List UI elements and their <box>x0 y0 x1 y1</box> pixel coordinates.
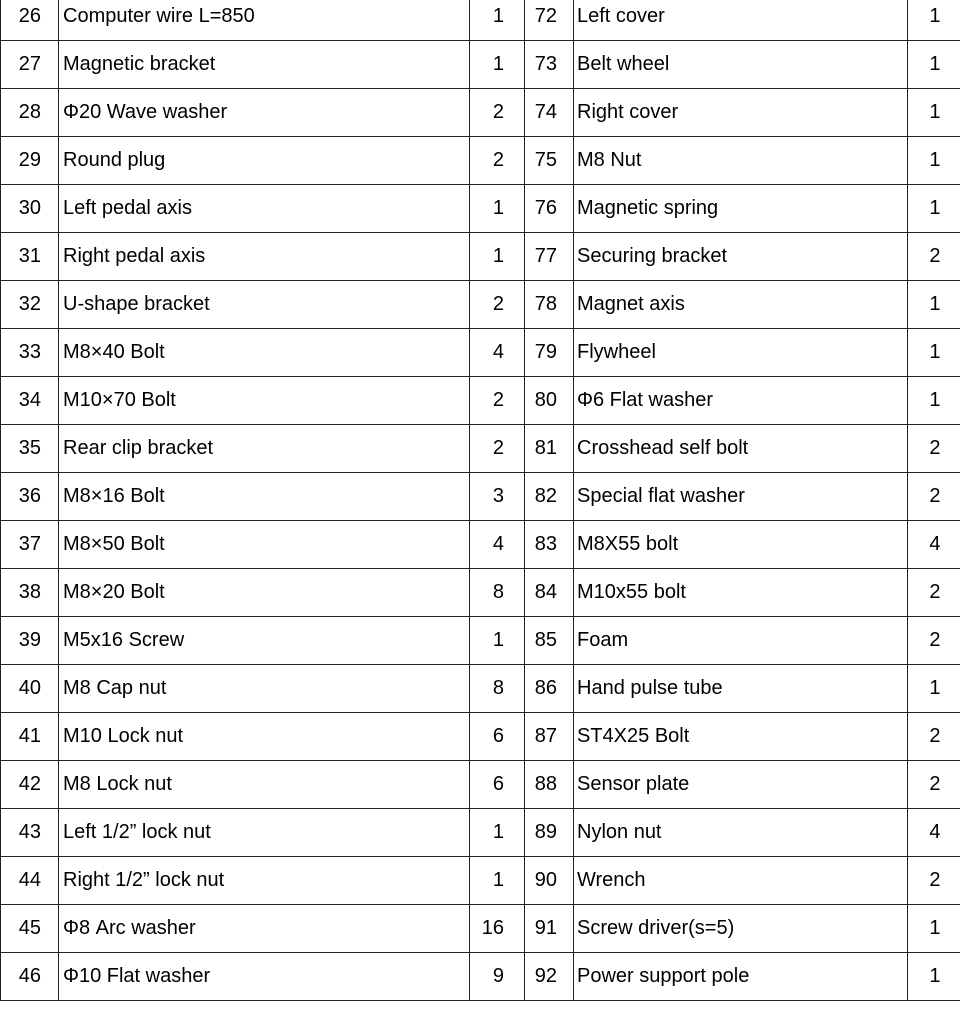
part-name-cell: Special flat washer <box>574 472 908 520</box>
part-name-cell: M10 Lock nut <box>59 712 470 760</box>
part-number-cell: 39 <box>1 616 59 664</box>
part-number-cell: 34 <box>1 376 59 424</box>
table-row <box>1 280 960 328</box>
part-quantity-cell: 6 <box>470 712 525 760</box>
part-number-cell: 45 <box>1 904 59 952</box>
part-number-cell: 35 <box>1 424 59 472</box>
part-name-cell: Computer wire L=850 <box>59 0 470 40</box>
part-number-cell: 27 <box>1 40 59 88</box>
part-quantity-cell: 8 <box>470 568 525 616</box>
table-row <box>1 184 960 232</box>
part-number-cell: 29 <box>1 136 59 184</box>
part-name-cell: M10x55 bolt <box>574 568 908 616</box>
part-number-cell: 42 <box>1 760 59 808</box>
part-quantity-cell: 4 <box>470 520 525 568</box>
part-number-cell: 37 <box>1 520 59 568</box>
part-number-cell: 83 <box>525 520 574 568</box>
part-quantity-cell: 2 <box>470 424 525 472</box>
part-quantity-cell: 2 <box>908 232 960 280</box>
part-quantity-cell: 4 <box>908 808 960 856</box>
part-number-cell: 82 <box>525 472 574 520</box>
part-name-cell: Φ20 Wave washer <box>59 88 470 136</box>
part-name-cell: Foam <box>574 616 908 664</box>
part-name-cell: Magnetic spring <box>574 184 908 232</box>
part-quantity-cell: 2 <box>908 712 960 760</box>
part-name-cell: Crosshead self bolt <box>574 424 908 472</box>
part-name-cell: Magnetic bracket <box>59 40 470 88</box>
part-quantity-cell: 2 <box>908 424 960 472</box>
part-number-cell: 85 <box>525 616 574 664</box>
part-number-cell: 30 <box>1 184 59 232</box>
table-row <box>1 232 960 280</box>
part-name-cell: M5x16 Screw <box>59 616 470 664</box>
table-row <box>1 424 960 472</box>
part-name-cell: Nylon nut <box>574 808 908 856</box>
part-quantity-cell: 1 <box>908 88 960 136</box>
table-row <box>1 664 960 712</box>
part-name-cell: Round plug <box>59 136 470 184</box>
part-name-cell: M8×20 Bolt <box>59 568 470 616</box>
part-name-cell: Securing bracket <box>574 232 908 280</box>
part-name-cell: Hand pulse tube <box>574 664 908 712</box>
part-name-cell: M8 Nut <box>574 136 908 184</box>
part-quantity-cell: 1 <box>908 184 960 232</box>
table-row <box>1 328 960 376</box>
part-number-cell: 72 <box>525 0 574 40</box>
part-number-cell: 31 <box>1 232 59 280</box>
part-number-cell: 40 <box>1 664 59 712</box>
part-name-cell: Rear clip bracket <box>59 424 470 472</box>
part-quantity-cell: 2 <box>908 760 960 808</box>
part-number-cell: 89 <box>525 808 574 856</box>
table-row <box>1 616 960 664</box>
part-name-cell: Magnet axis <box>574 280 908 328</box>
part-number-cell: 74 <box>525 88 574 136</box>
part-number-cell: 90 <box>525 856 574 904</box>
part-quantity-cell: 1 <box>470 0 525 40</box>
table-row <box>1 712 960 760</box>
part-number-cell: 26 <box>1 0 59 40</box>
part-quantity-cell: 1 <box>908 328 960 376</box>
part-quantity-cell: 2 <box>470 88 525 136</box>
part-number-cell: 75 <box>525 136 574 184</box>
part-number-cell: 92 <box>525 952 574 1000</box>
part-quantity-cell: 2 <box>470 376 525 424</box>
table-row <box>1 0 960 40</box>
part-quantity-cell: 4 <box>908 520 960 568</box>
part-name-cell: U-shape bracket <box>59 280 470 328</box>
part-name-cell: M10×70 Bolt <box>59 376 470 424</box>
table-row <box>1 88 960 136</box>
part-number-cell: 79 <box>525 328 574 376</box>
part-number-cell: 77 <box>525 232 574 280</box>
part-quantity-cell: 9 <box>470 952 525 1000</box>
part-quantity-cell: 1 <box>470 40 525 88</box>
part-number-cell: 81 <box>525 424 574 472</box>
part-name-cell: Φ8 Arc washer <box>59 904 470 952</box>
table-row <box>1 904 960 952</box>
part-name-cell: Belt wheel <box>574 40 908 88</box>
part-number-cell: 33 <box>1 328 59 376</box>
part-name-cell: Right pedal axis <box>59 232 470 280</box>
part-quantity-cell: 1 <box>470 184 525 232</box>
table-row <box>1 472 960 520</box>
part-number-cell: 44 <box>1 856 59 904</box>
part-quantity-cell: 8 <box>470 664 525 712</box>
part-number-cell: 91 <box>525 904 574 952</box>
parts-table-body <box>1 0 960 1000</box>
part-name-cell: M8X55 bolt <box>574 520 908 568</box>
part-quantity-cell: 2 <box>908 568 960 616</box>
part-quantity-cell: 1 <box>908 280 960 328</box>
part-name-cell: M8×40 Bolt <box>59 328 470 376</box>
table-row <box>1 40 960 88</box>
part-quantity-cell: 2 <box>470 280 525 328</box>
part-quantity-cell: 1 <box>470 856 525 904</box>
part-number-cell: 87 <box>525 712 574 760</box>
table-row <box>1 520 960 568</box>
table-row <box>1 568 960 616</box>
part-name-cell: ST4X25 Bolt <box>574 712 908 760</box>
part-quantity-cell: 1 <box>908 0 960 40</box>
table-row <box>1 136 960 184</box>
part-name-cell: M8 Lock nut <box>59 760 470 808</box>
part-number-cell: 88 <box>525 760 574 808</box>
table-row <box>1 760 960 808</box>
part-quantity-cell: 1 <box>908 664 960 712</box>
part-quantity-cell: 1 <box>908 376 960 424</box>
part-number-cell: 73 <box>525 40 574 88</box>
part-quantity-cell: 2 <box>908 616 960 664</box>
part-name-cell: Sensor plate <box>574 760 908 808</box>
part-quantity-cell: 6 <box>470 760 525 808</box>
part-name-cell: Left cover <box>574 0 908 40</box>
part-quantity-cell: 1 <box>470 808 525 856</box>
part-name-cell: Wrench <box>574 856 908 904</box>
part-name-cell: Right cover <box>574 88 908 136</box>
part-name-cell: M8×50 Bolt <box>59 520 470 568</box>
part-name-cell: Screw driver(s=5) <box>574 904 908 952</box>
part-name-cell: Power support pole <box>574 952 908 1000</box>
part-quantity-cell: 1 <box>908 136 960 184</box>
part-quantity-cell: 2 <box>908 856 960 904</box>
part-quantity-cell: 16 <box>470 904 525 952</box>
part-quantity-cell: 1 <box>470 232 525 280</box>
part-name-cell: Φ6 Flat washer <box>574 376 908 424</box>
part-quantity-cell: 1 <box>908 40 960 88</box>
part-number-cell: 46 <box>1 952 59 1000</box>
part-name-cell: Left 1/2” lock nut <box>59 808 470 856</box>
part-quantity-cell: 1 <box>470 616 525 664</box>
part-number-cell: 78 <box>525 280 574 328</box>
part-number-cell: 38 <box>1 568 59 616</box>
part-number-cell: 86 <box>525 664 574 712</box>
part-quantity-cell: 2 <box>470 136 525 184</box>
part-number-cell: 41 <box>1 712 59 760</box>
table-row <box>1 376 960 424</box>
part-number-cell: 76 <box>525 184 574 232</box>
part-quantity-cell: 2 <box>908 472 960 520</box>
part-number-cell: 84 <box>525 568 574 616</box>
part-quantity-cell: 4 <box>470 328 525 376</box>
table-row <box>1 808 960 856</box>
part-quantity-cell: 1 <box>908 904 960 952</box>
part-quantity-cell: 1 <box>908 952 960 1000</box>
part-number-cell: 28 <box>1 88 59 136</box>
part-quantity-cell: 3 <box>470 472 525 520</box>
part-number-cell: 32 <box>1 280 59 328</box>
table-row <box>1 856 960 904</box>
part-number-cell: 36 <box>1 472 59 520</box>
part-name-cell: Right 1/2” lock nut <box>59 856 470 904</box>
part-name-cell: M8×16 Bolt <box>59 472 470 520</box>
table-row <box>1 952 960 1000</box>
part-name-cell: Flywheel <box>574 328 908 376</box>
part-name-cell: Left pedal axis <box>59 184 470 232</box>
part-number-cell: 43 <box>1 808 59 856</box>
part-name-cell: M8 Cap nut <box>59 664 470 712</box>
part-name-cell: Φ10 Flat washer <box>59 952 470 1000</box>
part-number-cell: 80 <box>525 376 574 424</box>
